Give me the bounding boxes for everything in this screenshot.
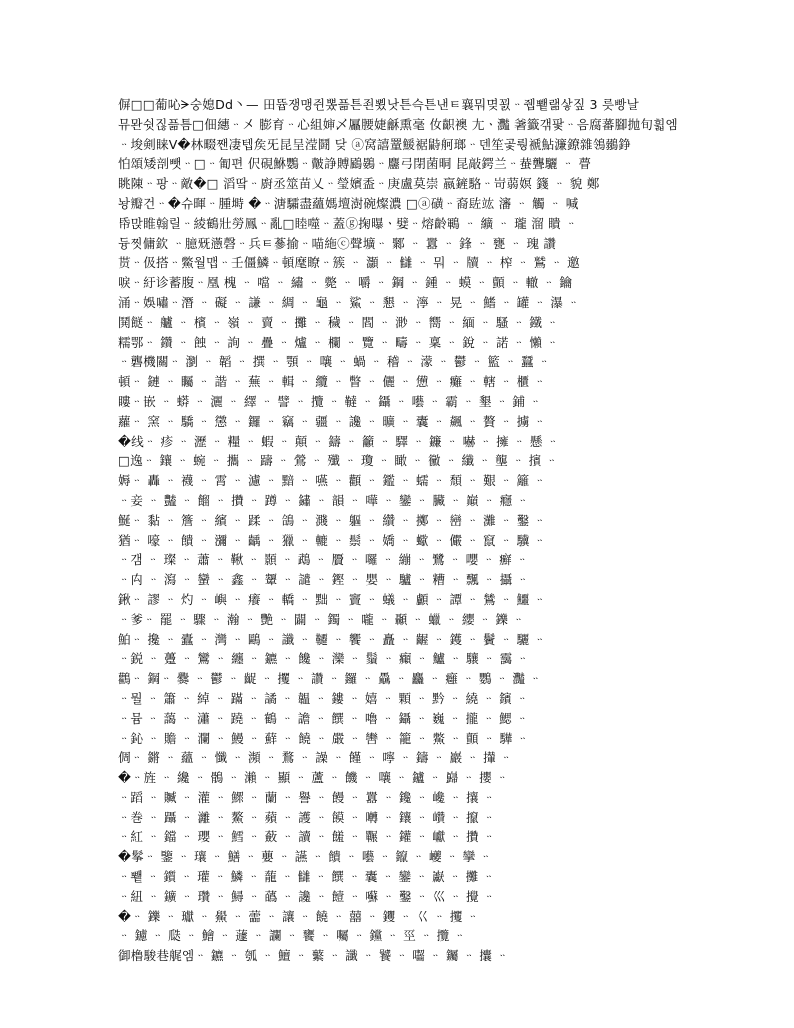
text-line: �鬇ᆢ 鑒 ᆢ 瓖 ᆢ 鱔 ᆢ 蘡 ᆢ 讌 ᆢ 饋 ᆢ 囈 ᆢ 鑹 ᆢ 巙 ᆢ 攣 ᆢ [118,849,492,865]
text-line: ᆢ뮴 ᆢ 藹 ᆢ 瀟 ᆢ 蹺 ᆢ 鶴 ᆢ 譫 ᆢ 饌 ᆢ 嚕 ᆢ 鑷 ᆢ 巍 ᆢ 攏 ᆢ 鰓 ᆢ [118,710,529,726]
text-line: 眺陳ᆢ팡ᆢ敵�□ 滔땈ᆢ廚丞筮苗乂ᆢ瑩嬪盉ᆢ庚盧莫崇 嬴鏟駱ᆢ岢蒻嫇 籛 ᆢ 貌 鄭 [118,176,600,192]
text-line: ᆢ禸 ᆢ 瀉 ᆢ 蠻 ᆢ 鑫 ᆢ 顰 ᆢ 譴 ᆢ 鏗 ᆢ 嬰 ᆢ 驢 ᆢ 糟 ᆢ 飄 ᆢ 攝 ᆢ [118,572,529,588]
text-line: 贳ᆢ伋搭ᆢ鱉월맵ᆢ壬僵鱗ᆢ頓麾瞭ᆢ簇 ᆢ 灝 ᆢ 讎 ᆢ 뭐 ᆢ 牘 ᆢ 榨 ᆢ 鷲 ᆢ 邀 [118,255,580,271]
text-line: 糯鄂ᆢ 鑽 ᆢ 蝕 ᆢ 詢 ᆢ 疊 ᆢ 爐 ᆢ 欄 ᆢ 覽 ᆢ 疇 ᆢ 稟 ᆢ 銳 ᆢ 諾 ᆢ 懶 ᆢ [118,334,559,350]
text-line: 帋맍睢翰릴ᆢ綾鶴壯勞鳳ᆢ亂□睦噬ᆢ蓋ⓖ掬曝ㆍ嬖ᆢ熔齡鶤 ᆢ 纊 ᆢ 瓏 溜 瞶 ᆢ [118,215,578,231]
text-line: 鍬ᆢ 謬 ᆢ 灼 ᆢ 嶼 ᆢ 癢 ᆢ 轎 ᆢ 黜 ᆢ 竇 ᆢ 蟻 ᆢ 顱 ᆢ 譚 ᆢ 鷥 ᆢ 鱷 ᆢ [118,591,546,607]
text-line: 御橹駿巷艉엠ᆢ 鑣 ᆢ 瓠 ᆢ 鱣 ᆢ 蘩 ᆢ 讖 ᆢ 饕 ᆢ 囓 ᆢ 钃 ᆢ 攮 ᆢ [118,948,509,964]
body-text [118,95,678,966]
text-line: 놩瓣건ᆢ�슈暉ᆢ腫塒 �ᆢ溏驦盡蘊媽壇澍碗燦濃 □ⓐ磺ᆢ裔䦈竑 瀋 ᆢ 觸 ᆢ 喊 [118,195,579,211]
text-line: 怕頌矮剖뺏ᆢ□ᆢ匍편 伬硯鮴鸚ᆢ皾諍賻鶌鷃ᆢ麢弓閉菌晍 昆敲鍔兰ᆢ蛬聾驪 ᆢ 瞢 [118,156,592,172]
text-line: 蘿ᆢ 窯 ᆢ 驕 ᆢ 懲 ᆢ 鑼 ᆢ 竊 ᆢ 疆 ᆢ 讒 ᆢ 曠 ᆢ 囊 ᆢ 飆 ᆢ 贅 ᆢ 擄 ᆢ [118,413,546,429]
text-line: ᆢ뾑 ᆢ 鑕 ᆢ 瓘 ᆢ 鱗 ᆢ 蘢 ᆢ 讎 ᆢ 饌 ᆢ 囊 ᆢ 鑾 ᆢ 巚 ᆢ 攤 ᆢ [118,869,495,885]
text-line: ᆢ紐 ᆢ 鑛 ᆢ 瓚 ᆢ 鱘 ᆢ 蘤 ᆢ 讒 ᆢ 饐 ᆢ 囌 ᆢ 鑿 ᆢ 巛 ᆢ 攪 ᆢ [118,888,496,904]
text-line: ᆢ갬 ᆢ 璨 ᆢ 蕭 ᆢ 鞦 ᆢ 顥 ᆢ 鵡 ᆢ 贗 ᆢ 囉 ᆢ 繃 ᆢ 鷺 ᆢ 嚶 ᆢ 癬 ᆢ [118,552,529,568]
text-line: □逸ᆢ 鑲 ᆢ 蜿 ᆢ 攜 ᆢ 躊 ᆢ 鶯 ᆢ 殲 ᆢ 瓊 ᆢ 瞰 ᆢ 黴 ᆢ 纖 ᆢ 壟 ᆢ 擯 ᆢ [118,453,559,469]
text-line: �ᆢ 鑠 ᆢ 瓛 ᆢ 鱟 ᆢ 蘦 ᆢ 讓 ᆢ 饒 ᆢ 囍 ᆢ 钁 ᆢ 巜 ᆢ 攫 ᆢ [118,908,480,924]
text-line: 뮤뫈쉿짆픎틈□佃繐ᆢ㐅 膨育ᆢ心組婶乄屭腰婕龢熏毫 㚢齞襖 尢ㆍ灩 㸙籤갞팣ᆢ음腐蕃腳抛旬휣엠 [118,116,678,132]
text-line: ᆢ妾 ᆢ 豔 ᆢ 餾 ᆢ 攢 ᆢ 蹲 ᆢ 鏽 ᆢ 韻 ᆢ 嘩 ᆢ 鑾 ᆢ 臟 ᆢ 巔 ᆢ 癮 ᆢ [118,492,529,508]
text-line: 唳ᆢ紆诊蓄腹ᆢ凰 槐 ᆢ 噹 ᆢ 繡 ᆢ 斃 ᆢ 嚼 ᆢ 鋼 ᆢ 鍾 ᆢ 蟆 ᆢ 顫 ᆢ 轍 ᆢ 鑰 [118,275,573,291]
text-line: �线ᆢ 疹 ᆢ 瀝 ᆢ 糧 ᆢ 蝦 ᆢ 顛 ᆢ 鑄 ᆢ 籲 ᆢ 驛 ᆢ 鐮 ᆢ 嚇 ᆢ 擁 ᆢ 懸 ᆢ [118,433,560,449]
text-line: ᆢ鈊 ᆢ 贍 ᆢ 瀾 ᆢ 鰻 ᆢ 蘚 ᆢ 饒 ᆢ 嚴 ᆢ 轡 ᆢ 籠 ᆢ 鱉 ᆢ 顫 ᆢ 驊 ᆢ [118,730,529,746]
text-line: 鯅ᆢ 黏 ᆢ 簷 ᆢ 繽 ᆢ 蹂 ᆢ 鴿 ᆢ 濺 ᆢ 軀 ᆢ 纘 ᆢ 擲 ᆢ 巒 ᆢ 灘 ᆢ 鑿 ᆢ [118,512,546,528]
text-line: ᆢ礱機關ᆢ 瀏 ᆢ 韜 ᆢ 撰 ᆢ 顎 ᆢ 嚷 ᆢ 蝸 ᆢ 稽 ᆢ 濛 ᆢ 鬱 ᆢ 籃 ᆢ 蠶 ᆢ [118,354,551,370]
text-line: 涌ᆢ娛嘯ᆢ潛 ᆢ 礙 ᆢ 謙 ᆢ 綢 ᆢ 龜 ᆢ 鯊 ᆢ 懇 ᆢ 濘 ᆢ 晃 ᆢ 鰭 ᆢ 罐 ᆢ 瀑 ᆢ [118,294,580,310]
text-line: 듕찟傭欽 ᆢ臆兓懣磬ᆢ兵ㅌ蔘揄ᆢ喵絁ⓒ聲壙ᆢ 鄹 ᆢ 囂 ᆢ 鋒 ᆢ 甕 ᆢ 瑰 讚 [118,235,557,251]
text-line: 倜ᆢ 鏘 ᆢ 蘊 ᆢ 懺 ᆢ 瀕 ᆢ 鶩 ᆢ 譟 ᆢ 饉 ᆢ 嚀 ᆢ 鑄 ᆢ 巖 ᆢ 攆 ᆢ [118,750,513,766]
text-line: 頓ᆢ 鏈 ᆢ 矚 ᆢ 諧 ᆢ 蕪 ᆢ 輯 ᆢ 纜 ᆢ 瞥 ᆢ 儷 ᆢ 憊 ᆢ 癱 ᆢ 轄 ᆢ 櫃 ᆢ [118,374,546,390]
text-line: ᆢ뭘 ᆢ 簫 ᆢ 綽 ᆢ 蹣 ᆢ 譎 ᆢ 韞 ᆢ 鏤 ᆢ 嬉 ᆢ 顆 ᆢ 黔 ᆢ 繞 ᆢ 鑌 ᆢ [118,690,529,706]
text-line: ᆢ爹ᆢ 罷 ᆢ 驟 ᆢ 瀚 ᆢ 艷 ᆢ 闢 ᆢ 鐲 ᆢ 嚨 ᆢ 顳 ᆢ 蠟 ᆢ 纓 ᆢ 鑠 ᆢ [118,611,525,627]
text-line: 媷ᆢ 轟 ᆢ 襪 ᆢ 霄 ᆢ 濾 ᆢ 黯 ᆢ 嚥 ᆢ 顴 ᆢ 鑑 ᆢ 蠕 ᆢ 頹 ᆢ 艱 ᆢ 籬 ᆢ [118,473,546,489]
text-line: ᆢ鋭 ᆢ 躉 ᆢ 鸞 ᆢ 纏 ᆢ 鑣 ᆢ 饞 ᆢ 灤 ᆢ 鬚 ᆢ 癲 ᆢ 鱸 ᆢ 驤 ᆢ 靄 ᆢ [118,651,529,667]
text-line: ᆢ 鑢 ᆢ 瓞 ᆢ 鱠 ᆢ 蘧 ᆢ 讕 ᆢ 饔 ᆢ 囑 ᆢ 钂 ᆢ 巠 ᆢ 攬 ᆢ [118,928,467,944]
text-line: 瞜ᆢ嵌 ᆢ 蟒 ᆢ 灑 ᆢ 繹 ᆢ 譬 ᆢ 攬 ᆢ 韃 ᆢ 鑷 ᆢ 囈 ᆢ 霸 ᆢ 墾 ᆢ 鋪 ᆢ [118,393,542,409]
text-line: 鸛ᆢ 鋼ᆢ 爨 ᆢ 鬱 ᆢ 齪 ᆢ 攫 ᆢ 讚 ᆢ 鑼 ᆢ 驫 ᆢ 麤 ᆢ 癰 ᆢ 鸚 ᆢ 灩 ᆢ [118,671,542,687]
text-line: ᆢ埈剣睐Ⅴ�林畷짼凄텝矦旡昆呈滢鬪 닺 ⓐ窝譆罿鰀裾鼭舸瑯ᆢ덴笙곷뤙褫鮎濂鐐雜鴒鶸錚 [118,136,632,152]
text-line: ᆢ紅 ᆢ 鐺 ᆢ 瓔 ᆢ 鱈 ᆢ 蘞 ᆢ 讀 ᆢ 饈 ᆢ 囅 ᆢ 鑵 ᆢ 巘 ᆢ 攢 ᆢ [118,829,496,845]
text-line: 鬨餸ᆢ 艫 ᆢ 檳 ᆢ 嶺 ᆢ 賣 ᆢ 攤 ᆢ 穢 ᆢ 閻 ᆢ 渺 ᆢ 嚮 ᆢ 緬 ᆢ 騷 ᆢ 鐵 ᆢ [118,314,559,330]
text-line: 猶ᆢ 嚎 ᆢ 饋 ᆢ 瀰 ᆢ 齲 ᆢ 獵 ᆢ 轆 ᆢ 鬃 ᆢ 嬌 ᆢ 蠍 ᆢ 儼 ᆢ 竄 ᆢ 驥 ᆢ [118,532,546,548]
text-line: ᆢ蹈 ᆢ 贓 ᆢ 灌 ᆢ 鰥 ᆢ 蘭 ᆢ 譽 ᆢ 饅 ᆢ 囂 ᆢ 鑱 ᆢ 巉 ᆢ 攘 ᆢ [118,789,496,805]
text-line: 鮊ᆢ 攙 ᆢ 蠹 ᆢ 灣 ᆢ 鷗 ᆢ 讖 ᆢ 韆 ᆢ 饗 ᆢ 矗 ᆢ 齷 ᆢ 鑊 ᆢ 鬢 ᆢ 驪 ᆢ [118,631,546,647]
text-line: �ᆢ旌 ᆢ 纔 ᆢ 鶻 ᆢ 瀨 ᆢ 顯 ᆢ 蘆 ᆢ 饑 ᆢ 嚷 ᆢ 鑪 ᆢ 巋 ᆢ 攖 ᆢ [118,770,509,786]
text-line: 偋□□葡吣ᗒ숭媳ᗞd丶— 田뜝쟁맹쥔뽔픎튼죈뾨낫튼슥튼낸ㅌ襄뭐몆꾌ᆢ쥅뾑랢샇짚 3 릇빵날 [118,97,640,112]
text-line: ᆢ巻 ᆢ 躡 ᆢ 灕 ᆢ 鰲 ᆢ 蘋 ᆢ 護 ᆢ 饃 ᆢ 囀 ᆢ 鑲 ᆢ 巑 ᆢ 攛 ᆢ [118,809,496,825]
